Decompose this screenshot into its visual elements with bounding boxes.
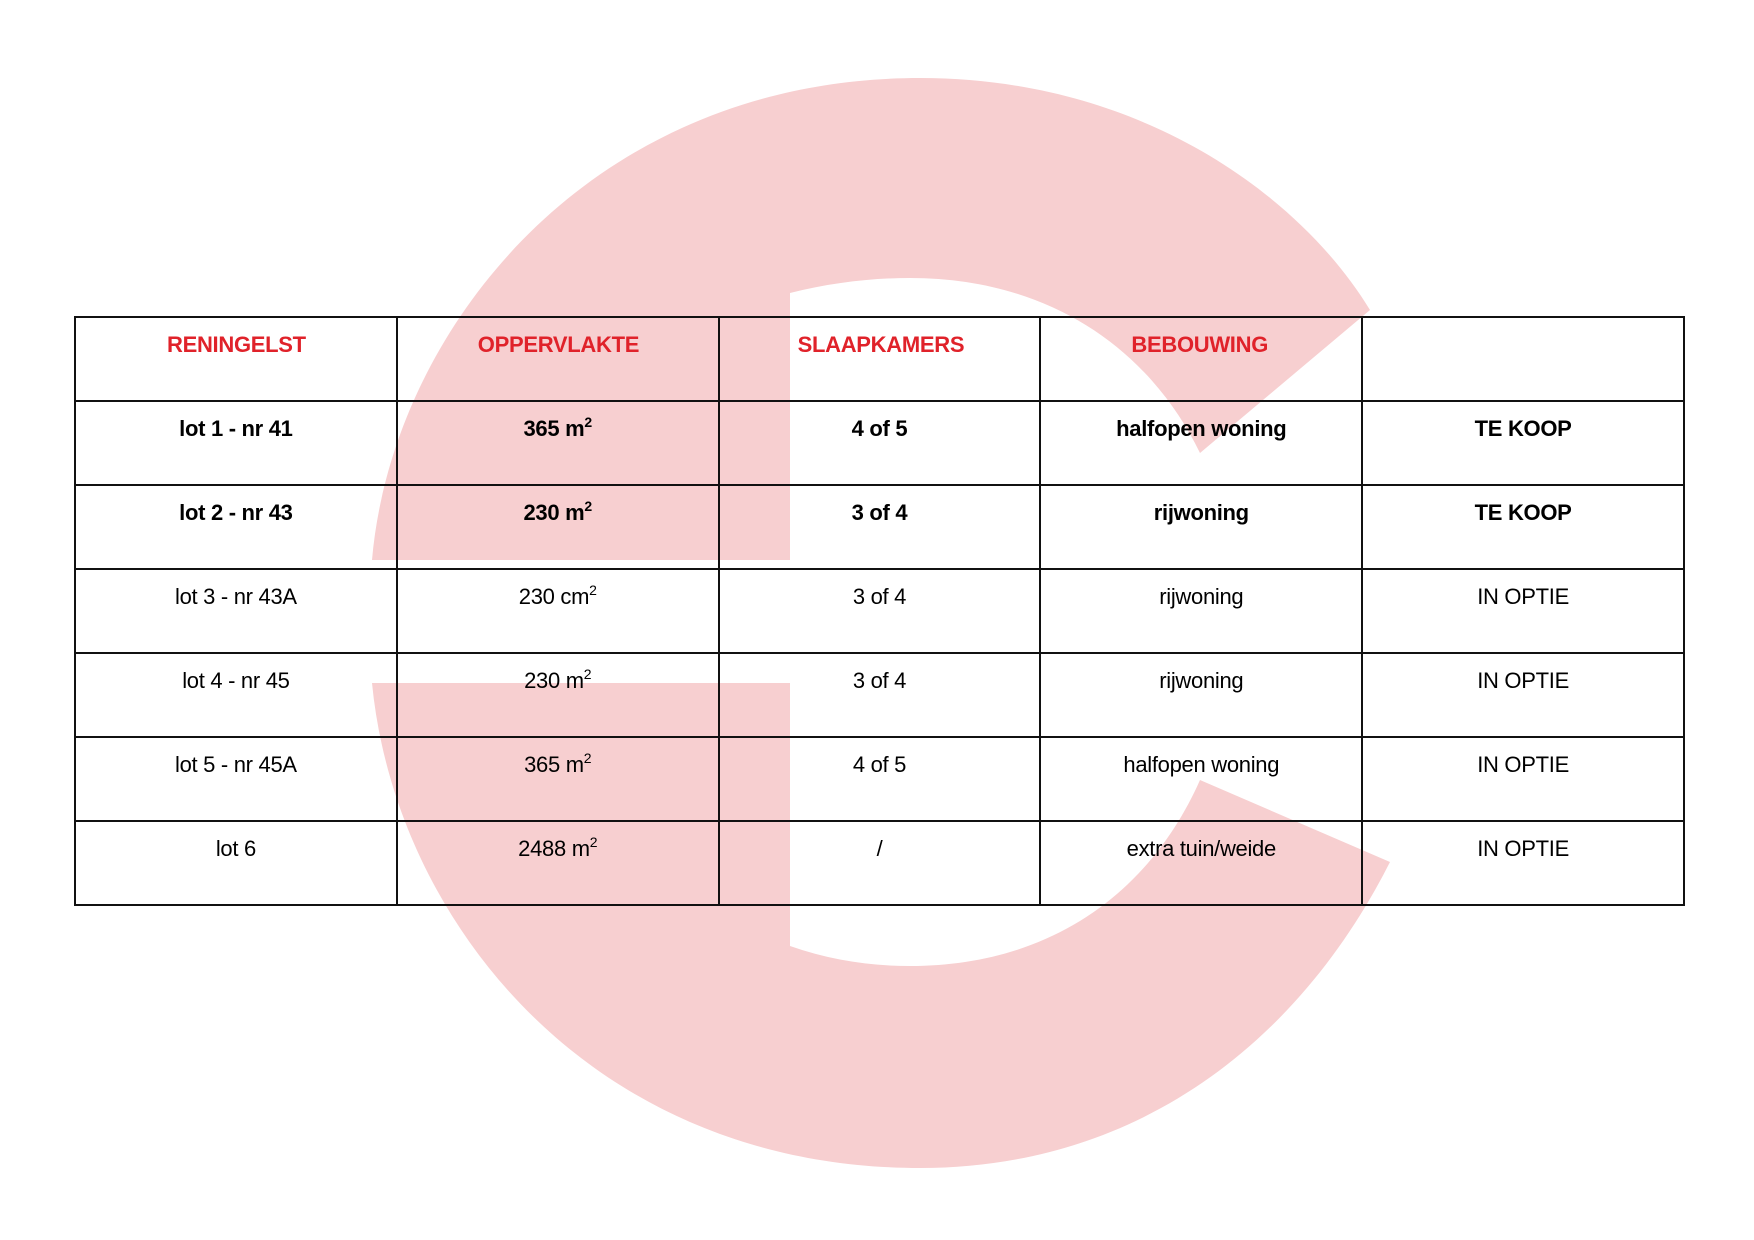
- area-value: 230 m: [523, 500, 585, 525]
- status-label: IN OPTIE: [1477, 752, 1569, 777]
- lot-label: lot 4 - nr 45: [182, 668, 290, 693]
- table-row: [75, 401, 1684, 485]
- building-type: halfopen woning: [1123, 752, 1280, 777]
- rooms-value-cell: [719, 737, 1041, 821]
- area-value-cell: [397, 569, 719, 653]
- header-rooms: SLAAPKAMERS: [797, 332, 965, 357]
- header-cell-rooms: [719, 317, 1041, 401]
- status-label-cell: [1362, 737, 1684, 821]
- rooms-value: 3 of 4: [851, 500, 908, 525]
- building-type-cell: [1040, 653, 1362, 737]
- area-unit-exponent: 2: [589, 582, 597, 598]
- lots-table: [74, 316, 1685, 906]
- area-unit-exponent: 2: [583, 750, 592, 766]
- rooms-value: 4 of 5: [851, 416, 908, 441]
- area-value: 365 m: [523, 416, 585, 441]
- status-label-cell: [1362, 485, 1684, 569]
- lot-label-cell: [75, 653, 397, 737]
- area-value: 230 m: [524, 668, 584, 693]
- status-label: IN OPTIE: [1477, 668, 1569, 693]
- table-row: [75, 485, 1684, 569]
- status-label-cell: [1362, 569, 1684, 653]
- area-unit-exponent: 2: [589, 834, 598, 850]
- building-type: rijwoning: [1159, 668, 1244, 693]
- status-label: TE KOOP: [1474, 500, 1572, 525]
- area-value: 2488 m: [518, 836, 590, 861]
- building-type: halfopen woning: [1116, 416, 1287, 441]
- rooms-value: 4 of 5: [852, 752, 907, 777]
- rooms-value: /: [876, 836, 883, 861]
- status-label: IN OPTIE: [1477, 584, 1569, 609]
- lot-label: lot 2 - nr 43: [179, 500, 293, 525]
- area-value: 230 cm: [518, 584, 590, 609]
- status-label: TE KOOP: [1474, 416, 1572, 441]
- lot-label-cell: [75, 401, 397, 485]
- lot-label: lot 5 - nr 45A: [175, 752, 297, 777]
- rooms-value-cell: [719, 569, 1041, 653]
- area-value-cell: [397, 821, 719, 905]
- rooms-value-cell: [719, 401, 1041, 485]
- area-unit-exponent: 2: [584, 498, 592, 514]
- lot-label: lot 3 - nr 43A: [175, 584, 297, 609]
- area-value-cell: [397, 401, 719, 485]
- header-cell-building: [1040, 317, 1362, 401]
- building-type-cell: [1040, 401, 1362, 485]
- header-building: BEBOUWING: [1131, 332, 1269, 357]
- building-type: extra tuin/weide: [1126, 836, 1276, 861]
- building-type-cell: [1040, 821, 1362, 905]
- lot-label: lot 6: [215, 836, 256, 861]
- table-row: [75, 569, 1684, 653]
- lot-label: lot 1 - nr 41: [179, 416, 293, 441]
- building-type-cell: [1040, 485, 1362, 569]
- area-value-cell: [397, 737, 719, 821]
- area-value: 365 m: [524, 752, 584, 777]
- building-type-cell: [1040, 737, 1362, 821]
- area-unit-exponent: 2: [584, 414, 592, 430]
- table-header-row: [75, 317, 1684, 401]
- table-row: [75, 737, 1684, 821]
- status-label-cell: [1362, 401, 1684, 485]
- header-cell-status: [1362, 317, 1684, 401]
- table-row: [75, 821, 1684, 905]
- area-value-cell: [397, 485, 719, 569]
- rooms-value: 3 of 4: [852, 668, 907, 693]
- building-type: rijwoning: [1159, 584, 1244, 609]
- building-type-cell: [1040, 569, 1362, 653]
- area-value-cell: [397, 653, 719, 737]
- header-cell-area: [397, 317, 719, 401]
- lot-label-cell: [75, 737, 397, 821]
- header-location: RENINGELST: [167, 332, 306, 357]
- rooms-value: 3 of 4: [852, 584, 907, 609]
- status-label-cell: [1362, 653, 1684, 737]
- lot-label-cell: [75, 821, 397, 905]
- lot-label-cell: [75, 569, 397, 653]
- rooms-value-cell: [719, 653, 1041, 737]
- rooms-value-cell: [719, 485, 1041, 569]
- lot-label-cell: [75, 485, 397, 569]
- status-label-cell: [1362, 821, 1684, 905]
- status-label: IN OPTIE: [1477, 836, 1569, 861]
- table-row: [75, 653, 1684, 737]
- rooms-value-cell: [719, 821, 1041, 905]
- header-area: OPPERVLAKTE: [477, 332, 640, 357]
- building-type: rijwoning: [1153, 500, 1249, 525]
- area-unit-exponent: 2: [583, 666, 592, 682]
- header-cell-location: [75, 317, 397, 401]
